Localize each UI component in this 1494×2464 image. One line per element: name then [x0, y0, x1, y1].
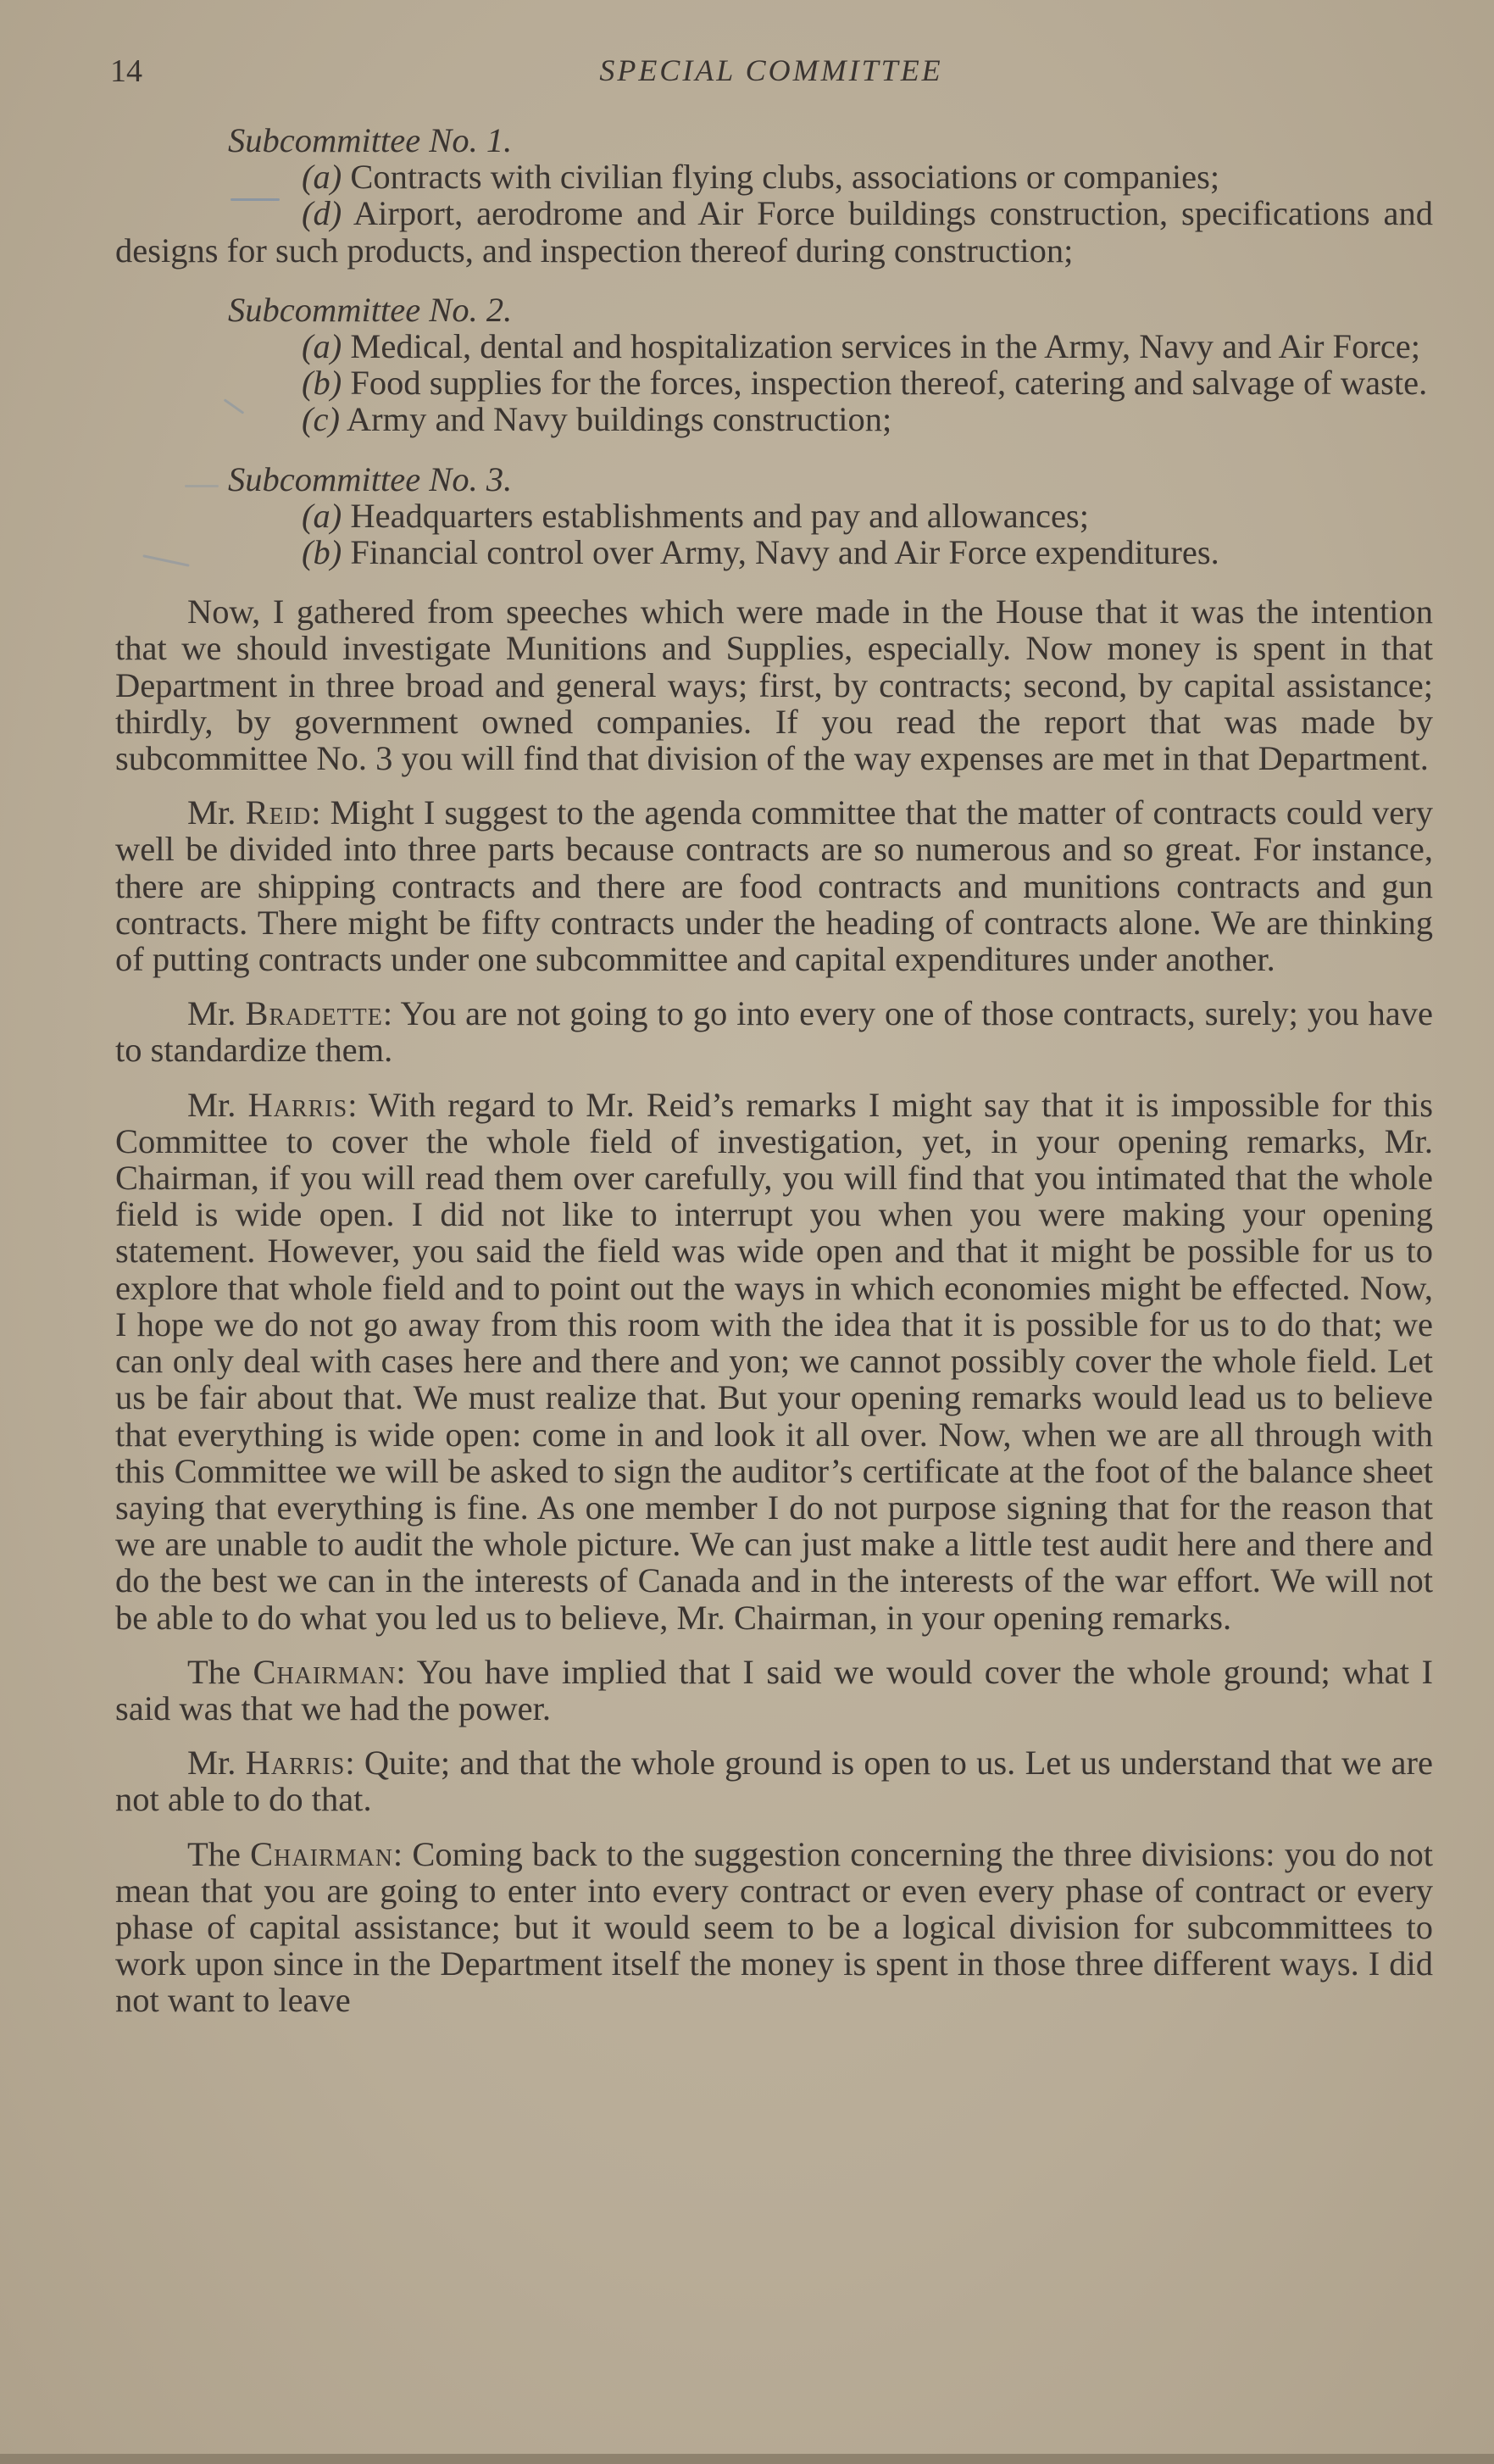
item-label: (a) [302, 327, 342, 366]
list-item [115, 364, 1433, 401]
speaker-prefix: The [187, 1652, 253, 1691]
list-item [115, 328, 1433, 364]
speaker-name: Harris [247, 1085, 348, 1124]
item-text: Financial control over Army, Navy and Air Force expenditures. [350, 533, 1219, 572]
paragraph-text: : Quite; and that the whole ground is open to us. Let us understand that we are not able to do that. [115, 1744, 1433, 1819]
item-label: (a) [302, 496, 342, 535]
subcommittee-heading: Subcommittee No. 1. [228, 121, 513, 159]
paragraph [115, 995, 1433, 1068]
speaker-prefix: Mr. [187, 1744, 246, 1783]
paragraph [115, 794, 1433, 977]
item-text: Medical, dental and hospitalization services in the Army, Navy and Air Force; [350, 327, 1421, 366]
item-label: (d) [302, 194, 342, 233]
item-text: Airport, aerodrome and Air Force buildings construction, specifications and designs for such products, and inspection thereof during construction; [115, 194, 1433, 270]
paragraph-text: : You have implied that I said we would cover the whole ground; what I said was that we had the power. [115, 1652, 1434, 1727]
page-header [110, 53, 1432, 103]
speaker-prefix: Mr. [187, 1085, 248, 1124]
item-text: Army and Navy buildings construction; [346, 400, 892, 439]
subcommittee-block [115, 292, 1433, 438]
speaker-name: Bradette [245, 994, 383, 1033]
item-text: Food supplies for the forces, inspection thereof, catering and salvage of waste. [350, 364, 1428, 403]
paragraph-text: Now, I gathered from speeches which were made in the House that it was the intention that we should investigate Munitions and Supplies, especially. Now money is spent in that Department in three broad and general ways; first, by contracts; second, by capital assistance; thirdly, by government owned companies. If you read the report that was made by subcommittee No. 3 you will find that division of the way expenses are met in that Department. [115, 592, 1433, 778]
paragraph [115, 1744, 1433, 1817]
subcommittee-block [115, 122, 1433, 269]
paragraph [115, 593, 1433, 776]
paragraph [115, 1836, 1433, 2019]
list-item [115, 401, 1433, 437]
speaker-name: Chairman [253, 1652, 397, 1691]
speaker-prefix: Mr. [187, 994, 246, 1033]
paragraph-text: : Might I suggest to the agenda committee that the matter of contracts could very well be divided into three parts because contracts are so numerous and so great. For instance, there are shipping contracts and there are food contracts and munitions contracts and gun contracts. There might be fifty contracts under the heading of contracts alone. We are thinking of putting contracts under one subcommittee and capital expenditures under another. [115, 793, 1433, 979]
item-label: (a) [302, 158, 342, 197]
paragraph-text: : With regard to Mr. Reid’s remarks I might say that it is impossible for this Committee to cover the whole field of investigation, yet, in your opening remarks, Mr. Chairman, if you will read them over carefully, you will find that you intimated that the whole field is wide open. I did not like to interrupt you when you were making your opening statement. However, you said the field was wide open and that it might be possible for us to explore that whole field and to point out the ways in which economies might be effected. Now, I hope we do not go away from this room with the idea that it is possible for us to do that; we can only deal with cases here and there and yon; we cannot possibly cover the whole field. Let us be fair about that. We must realize that. But your opening remarks would lead us to believe that everything is wide open: come in and look it all over. Now, when we are all through with this Committee we will be asked to sign the auditor’s certificate at the foot of the balance sheet saying that everything is fine. As one member I do not purpose signing that for the reason that we are unable to audit the whole picture. We can just make a little test audit here and there and do the best we can in the interests of Canada and in the interests of the war effort. We will not be able to do what you led us to believe, Mr. Chairman, in your opening remarks. [115, 1085, 1433, 1637]
speaker-name: Reid [245, 793, 312, 832]
item-label: (b) [302, 533, 342, 572]
list-item [115, 159, 1433, 195]
paragraph-text: : Coming back to the suggestion concerning the three divisions: you do not mean that you are going to enter into every contract or even every phase of contract or every phase of capital assistance; but it would seem to be a logical division for subcommittees to work upon since in the Department itself the money is spent in those three different ways. I did not want to leave [115, 1834, 1434, 2020]
speaker-name: Chairman [250, 1834, 393, 1873]
subcommittee-heading: Subcommittee No. 2. [228, 290, 513, 329]
item-label: (c) [302, 400, 340, 439]
paragraph-text: : You are not going to go into every one of those contracts, surely; you have to standardize them. [115, 994, 1433, 1070]
item-label: (b) [302, 364, 342, 403]
list-item [115, 498, 1433, 534]
speaker-prefix: Mr. [187, 793, 246, 832]
speaker-prefix: The [187, 1834, 251, 1873]
page-number: 14 [110, 53, 142, 89]
speaker-name: Harris [245, 1744, 346, 1783]
list-item [115, 534, 1433, 570]
subcommittee-heading: Subcommittee No. 3. [228, 459, 513, 498]
list-item [115, 195, 1433, 268]
paragraph [115, 1654, 1433, 1727]
item-text: Headquarters establishments and pay and allowances; [350, 496, 1089, 535]
document-body [115, 122, 1433, 2037]
paragraph [115, 1087, 1433, 1636]
item-text: Contracts with civilian flying clubs, associations or companies; [350, 158, 1220, 197]
running-head: SPECIAL COMMITTEE [599, 53, 943, 87]
subcommittee-block [115, 461, 1433, 571]
